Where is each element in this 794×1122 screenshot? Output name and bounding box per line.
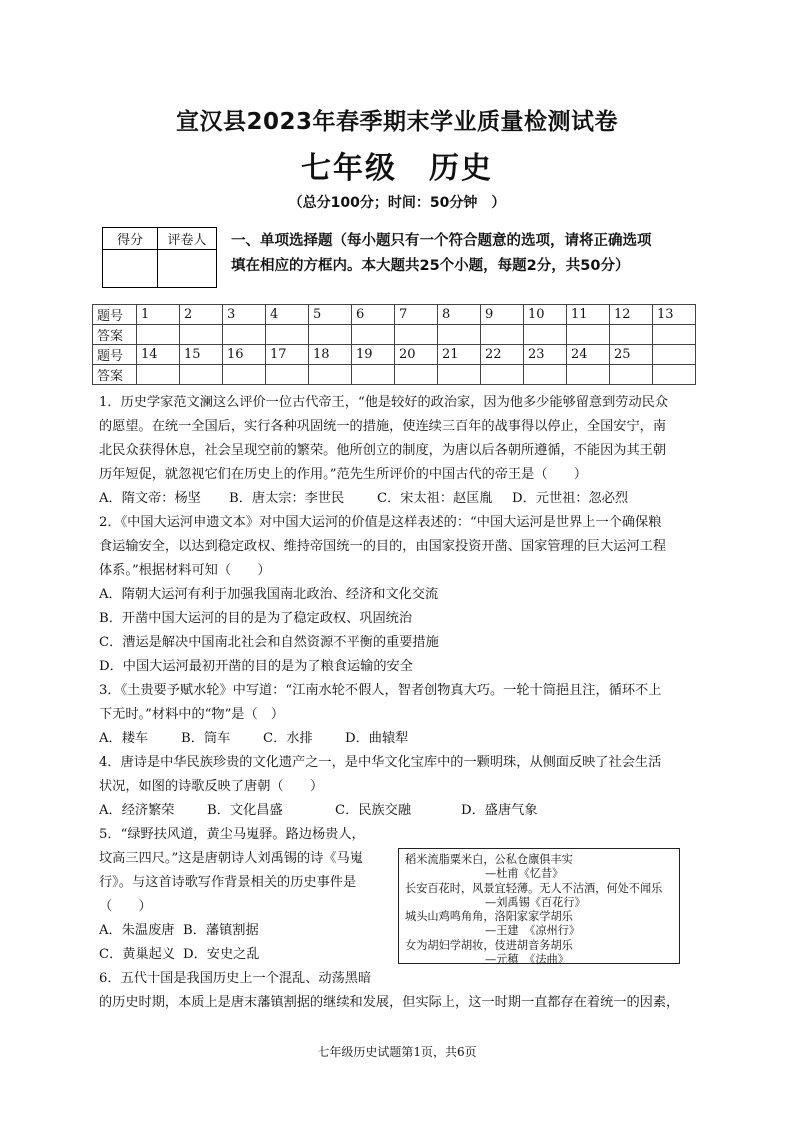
answer-cell[interactable] — [524, 365, 567, 385]
option-b[interactable]: B．唐太宗：李世民 — [229, 491, 345, 506]
question-number: 17 — [266, 345, 309, 365]
question-2 — [99, 511, 697, 679]
question-number: 3 — [223, 305, 266, 325]
question-number: 23 — [524, 345, 567, 365]
answer-cell[interactable] — [481, 365, 524, 385]
poem-source: —刘禹锡《百花行》 — [485, 895, 586, 909]
question-text: 3．《土贵要予赋水轮》中写道：“江南水轮不假人，智者创物真大巧。一轮十筒挹且注，循环不上 — [99, 683, 662, 698]
option-a[interactable]: A．隋文帝：杨坚 — [99, 491, 201, 506]
answer-cell[interactable] — [223, 325, 266, 345]
option-b[interactable]: B．藩镇割据 — [183, 923, 259, 938]
question-number: 25 — [610, 345, 653, 365]
answer-cell[interactable] — [137, 325, 180, 345]
option-d[interactable]: D．安史之乱 — [183, 947, 260, 962]
options-row — [99, 919, 391, 943]
question-text: 的愿望。在统一全国后，实行各种巩固统一的措施，使连续三百年的战事得以停止，全国安宁，南 — [99, 419, 667, 434]
option-c[interactable]: C．民族交融 — [335, 803, 412, 818]
question-text: 6．五代十国是我国历史上一个混乱、动荡黑暗 — [99, 971, 372, 986]
option-d[interactable]: D．曲辕犁 — [345, 731, 409, 746]
answer-cell[interactable] — [653, 325, 696, 345]
poem-source: —元稹 《法曲》 — [485, 953, 569, 967]
question-text: 的历史时期，本质上是唐末藩镇割据的继续和发展，但实际上，这一时期一直都存在着统一的因素， — [99, 995, 680, 1010]
question-text: 食运输安全，以达到稳定政权、维持帝国统一的目的，由国家投资开凿、国家管理的巨大运河工程 — [99, 539, 667, 554]
question-number: 9 — [481, 305, 524, 325]
row-label-answer: 答案 — [93, 325, 137, 345]
question-text: 下无时。”材料中的“物”是（ ） — [99, 707, 285, 722]
question-number: 1 — [137, 305, 180, 325]
answer-cell[interactable] — [610, 365, 653, 385]
option-d[interactable]: D．元世祖：忽必烈 — [512, 491, 629, 506]
question-number: 10 — [524, 305, 567, 325]
option-a[interactable]: A．耧车 — [99, 731, 149, 746]
question-number: 21 — [438, 345, 481, 365]
poem-line: 稻米流脂粟米白，公私仓廪俱丰实 — [405, 853, 573, 866]
answer-cell[interactable] — [395, 325, 438, 345]
section-heading-line1: 一、单项选择题（每小题只有一个符合题意的选项，请将正确选项 — [231, 233, 652, 249]
option-c[interactable]: C．漕运是解决中国南北社会和自然资源不平衡的重要措施 — [99, 635, 439, 650]
options-row — [99, 799, 697, 823]
answer-cell[interactable] — [567, 325, 610, 345]
question-text: 状况，如图的诗歌反映了唐朝（ ） — [99, 779, 324, 794]
option-a[interactable]: A．朱温废唐 — [99, 923, 175, 938]
table-row — [93, 325, 696, 345]
question-number: 12 — [610, 305, 653, 325]
table-row — [93, 345, 696, 365]
option-b[interactable]: B．筒车 — [181, 731, 231, 746]
option-b[interactable]: B．开凿中国大运河的目的是为了稳定政权、巩固统治 — [99, 611, 413, 626]
question-text: 北民众获得休息，社会呈现空前的繁荣。他所创立的制度，为唐以后各朝所遵循，不能因为其王朝 — [99, 443, 667, 458]
option-c[interactable]: C．黄巢起义 — [99, 947, 176, 962]
question-number: 18 — [309, 345, 352, 365]
question-number: 20 — [395, 345, 438, 365]
exam-subtitle: 七年级 历史 — [301, 151, 493, 186]
question-text: 坟高三四尺。”这是唐朝诗人刘禹锡的诗《马嵬 — [99, 851, 363, 866]
question-1 — [99, 391, 697, 511]
question-text: 2．《中国大运河申遗文本》对中国大运河的价值是这样表述的：“中国大运河是世界上一个确保粮 — [99, 515, 662, 530]
question-6 — [99, 967, 697, 1015]
row-label-number: 题号 — [93, 345, 137, 365]
question-text: 5．“绿野扶风道，黄尘马嵬驿。路边杨贵人， — [99, 827, 365, 842]
question-number: 5 — [309, 305, 352, 325]
answer-cell[interactable] — [180, 325, 223, 345]
poem-figure — [398, 848, 680, 967]
answer-cell[interactable] — [352, 325, 395, 345]
question-4 — [99, 751, 697, 823]
option-b[interactable]: B．文化昌盛 — [207, 803, 283, 818]
question-number: 13 — [653, 305, 696, 325]
poem-line: 城头山鸡鸣角角，洛阳家家学胡乐 — [405, 910, 573, 924]
poem-line: 女为胡妇学胡妆，伎进胡音务胡乐 — [405, 938, 573, 952]
question-number: 6 — [352, 305, 395, 325]
question-number: 14 — [137, 345, 180, 365]
table-row — [93, 365, 696, 385]
score-box — [102, 227, 217, 288]
answer-cell[interactable] — [180, 365, 223, 385]
question-text: 4．唐诗是中华民族珍贵的文化遗产之一，是中华文化宝库中的一颗明珠，从侧面反映了社会生活 — [99, 755, 662, 770]
options-row — [99, 943, 391, 967]
options-row — [99, 727, 697, 751]
row-label-number: 题号 — [93, 305, 137, 325]
question-number — [653, 345, 696, 365]
answer-cell[interactable] — [524, 325, 567, 345]
question-number: 24 — [567, 345, 610, 365]
question-5 — [99, 823, 391, 967]
answer-cell[interactable] — [309, 325, 352, 345]
poem-source: —杜甫《忆昔》 — [485, 867, 564, 881]
answer-table — [92, 304, 696, 385]
exam-title: 宣汉县2023年春季期末学业质量检测试卷 — [175, 109, 618, 135]
answer-cell[interactable] — [137, 365, 180, 385]
poem-source: —王建 《凉州行》 — [485, 924, 581, 938]
answer-cell[interactable] — [653, 365, 696, 385]
page-footer: 七年级历史试题第1页，共6页 — [317, 1045, 477, 1059]
answer-cell[interactable] — [266, 365, 309, 385]
poem-line: 长安百花时，风景宜轻薄。无人不沽酒，何处不闻乐 — [405, 881, 663, 895]
question-number: 19 — [352, 345, 395, 365]
question-3 — [99, 679, 697, 751]
answer-cell[interactable] — [223, 365, 266, 385]
question-text: 行》。与这首诗歌写作背景相关的历史事件是 — [99, 875, 357, 890]
answer-cell[interactable] — [567, 365, 610, 385]
option-c[interactable]: C．水排 — [263, 731, 313, 746]
option-d[interactable]: D．盛唐气象 — [461, 803, 538, 818]
option-c[interactable]: C．宋太祖：赵匡胤 — [377, 491, 493, 506]
row-label-answer: 答案 — [93, 365, 137, 385]
option-a[interactable]: A．隋朝大运河有利于加强我国南北政治、经济和文化交流 — [99, 587, 439, 602]
grader-label: 评卷人 — [158, 228, 217, 250]
question-number: 2 — [180, 305, 223, 325]
answer-cell[interactable] — [309, 365, 352, 385]
question-number: 11 — [567, 305, 610, 325]
answer-cell[interactable] — [481, 325, 524, 345]
answer-cell[interactable] — [610, 325, 653, 345]
score-label: 得分 — [103, 228, 158, 250]
question-number: 8 — [438, 305, 481, 325]
exam-info: （总分100分；时间：50分钟 ） — [288, 195, 506, 211]
options-row — [99, 487, 697, 511]
question-number: 16 — [223, 345, 266, 365]
answer-cell[interactable] — [395, 365, 438, 385]
question-number: 15 — [180, 345, 223, 365]
question-number: 7 — [395, 305, 438, 325]
answer-cell[interactable] — [352, 365, 395, 385]
option-d[interactable]: D．中国大运河最初开凿的目的是为了粮食运输的安全 — [99, 659, 413, 674]
question-text: 1．历史学家范文澜这么评价一位古代帝王，“他是较好的政治家，因为他多少能够留意到劳动民众 — [99, 395, 669, 410]
question-text: （ ） — [99, 899, 152, 914]
grader-cell[interactable] — [158, 250, 217, 288]
score-cell[interactable] — [103, 250, 158, 288]
table-row — [93, 305, 696, 325]
question-text: 历年短促，就忽视它们在历史上的作用。”范先生所评价的中国古代的帝王是（ ） — [99, 467, 588, 482]
question-number: 4 — [266, 305, 309, 325]
answer-cell[interactable] — [438, 365, 481, 385]
option-a[interactable]: A．经济繁荣 — [99, 803, 175, 818]
question-text: 体系。”根据材料可知（ ） — [99, 563, 271, 578]
answer-cell[interactable] — [438, 325, 481, 345]
question-number: 22 — [481, 345, 524, 365]
section-heading-line2: 填在相应的方框内。本大题共25个小题，每题2分，共50分） — [231, 258, 630, 274]
answer-cell[interactable] — [266, 325, 309, 345]
